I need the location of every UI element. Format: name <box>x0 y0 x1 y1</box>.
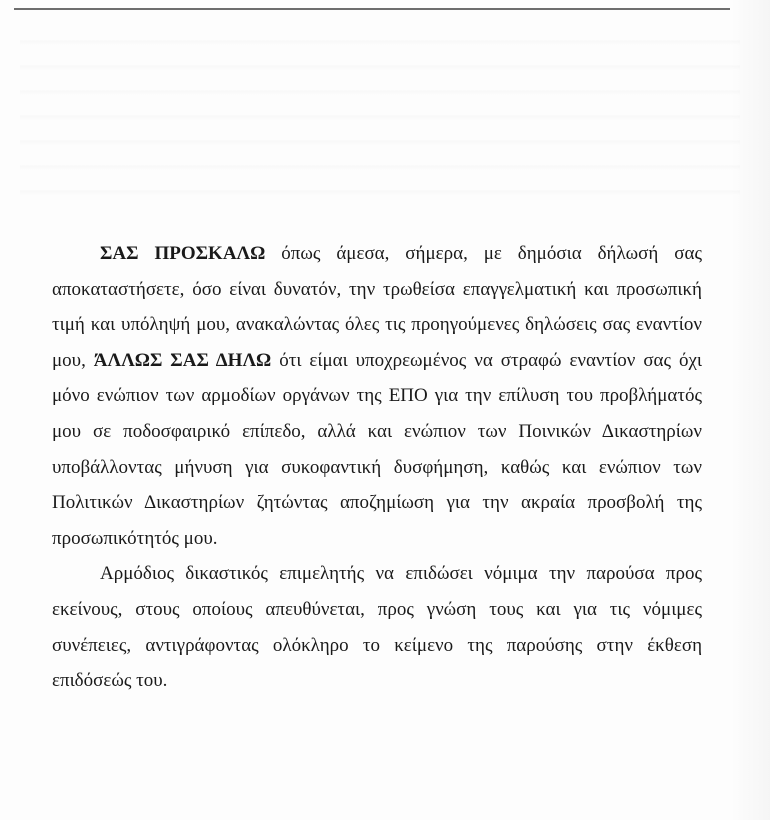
paragraph-service-instruction <box>52 556 702 698</box>
summons-heading: ΣΑΣ ΠΡΟΣΚΑΛΩ <box>100 243 266 264</box>
warning-heading: ΆΛΛΩΣ ΣΑΣ ΔΗΛΩ <box>93 349 272 371</box>
paragraph-summons <box>52 236 702 556</box>
summons-text-part-1: όπως άμεσα, σήμερα, με δημόσια δήλωσή σας αποκαταστήσετε, όσο είναι δυνατόν, την τρωθείσα επαγγελματική και προσωπική τιμή και υπόληψή μου, ανακαλώντας όλες τις προηγούμενες δηλώσεις σας εναντίον μου, <box>52 243 702 371</box>
summons-text-part-2: ότι είμαι υποχρεωμένος να στραφώ εναντίον σας όχι μόνο ενώπιον των αρμοδίων οργάνων της ΕΠΟ για την επίλυση του προβλήματός μου σε ποδοσφαιρικό επίπεδο, αλλά και ενώπιον των Ποινικών Δικαστηρίων υποβάλλοντας μήνυση για συκοφαντική δυσφήμηση, καθώς και ενώπιον των Πολιτικών Δικαστηρίων ζητώντας αποζημίωση για την ακραία προσβολή της προσωπικότητός μου. <box>52 349 703 549</box>
faded-scan-area <box>20 20 740 210</box>
service-instruction-text: Αρμόδιος δικαστικός επιμελητής να επιδώσει νόμιμα την παρούσα προς εκείνους, στους οποίους απευθύνεται, προς γνώση τους και για τις νόμιμες συνέπειες, αντιγράφοντας ολόκληρο το κείμενο της παρούσης στην έκθεση επιδόσεώς του. <box>52 563 702 692</box>
top-border-line <box>14 8 730 10</box>
page-edge-shadow <box>730 0 770 820</box>
document-body <box>52 236 702 699</box>
